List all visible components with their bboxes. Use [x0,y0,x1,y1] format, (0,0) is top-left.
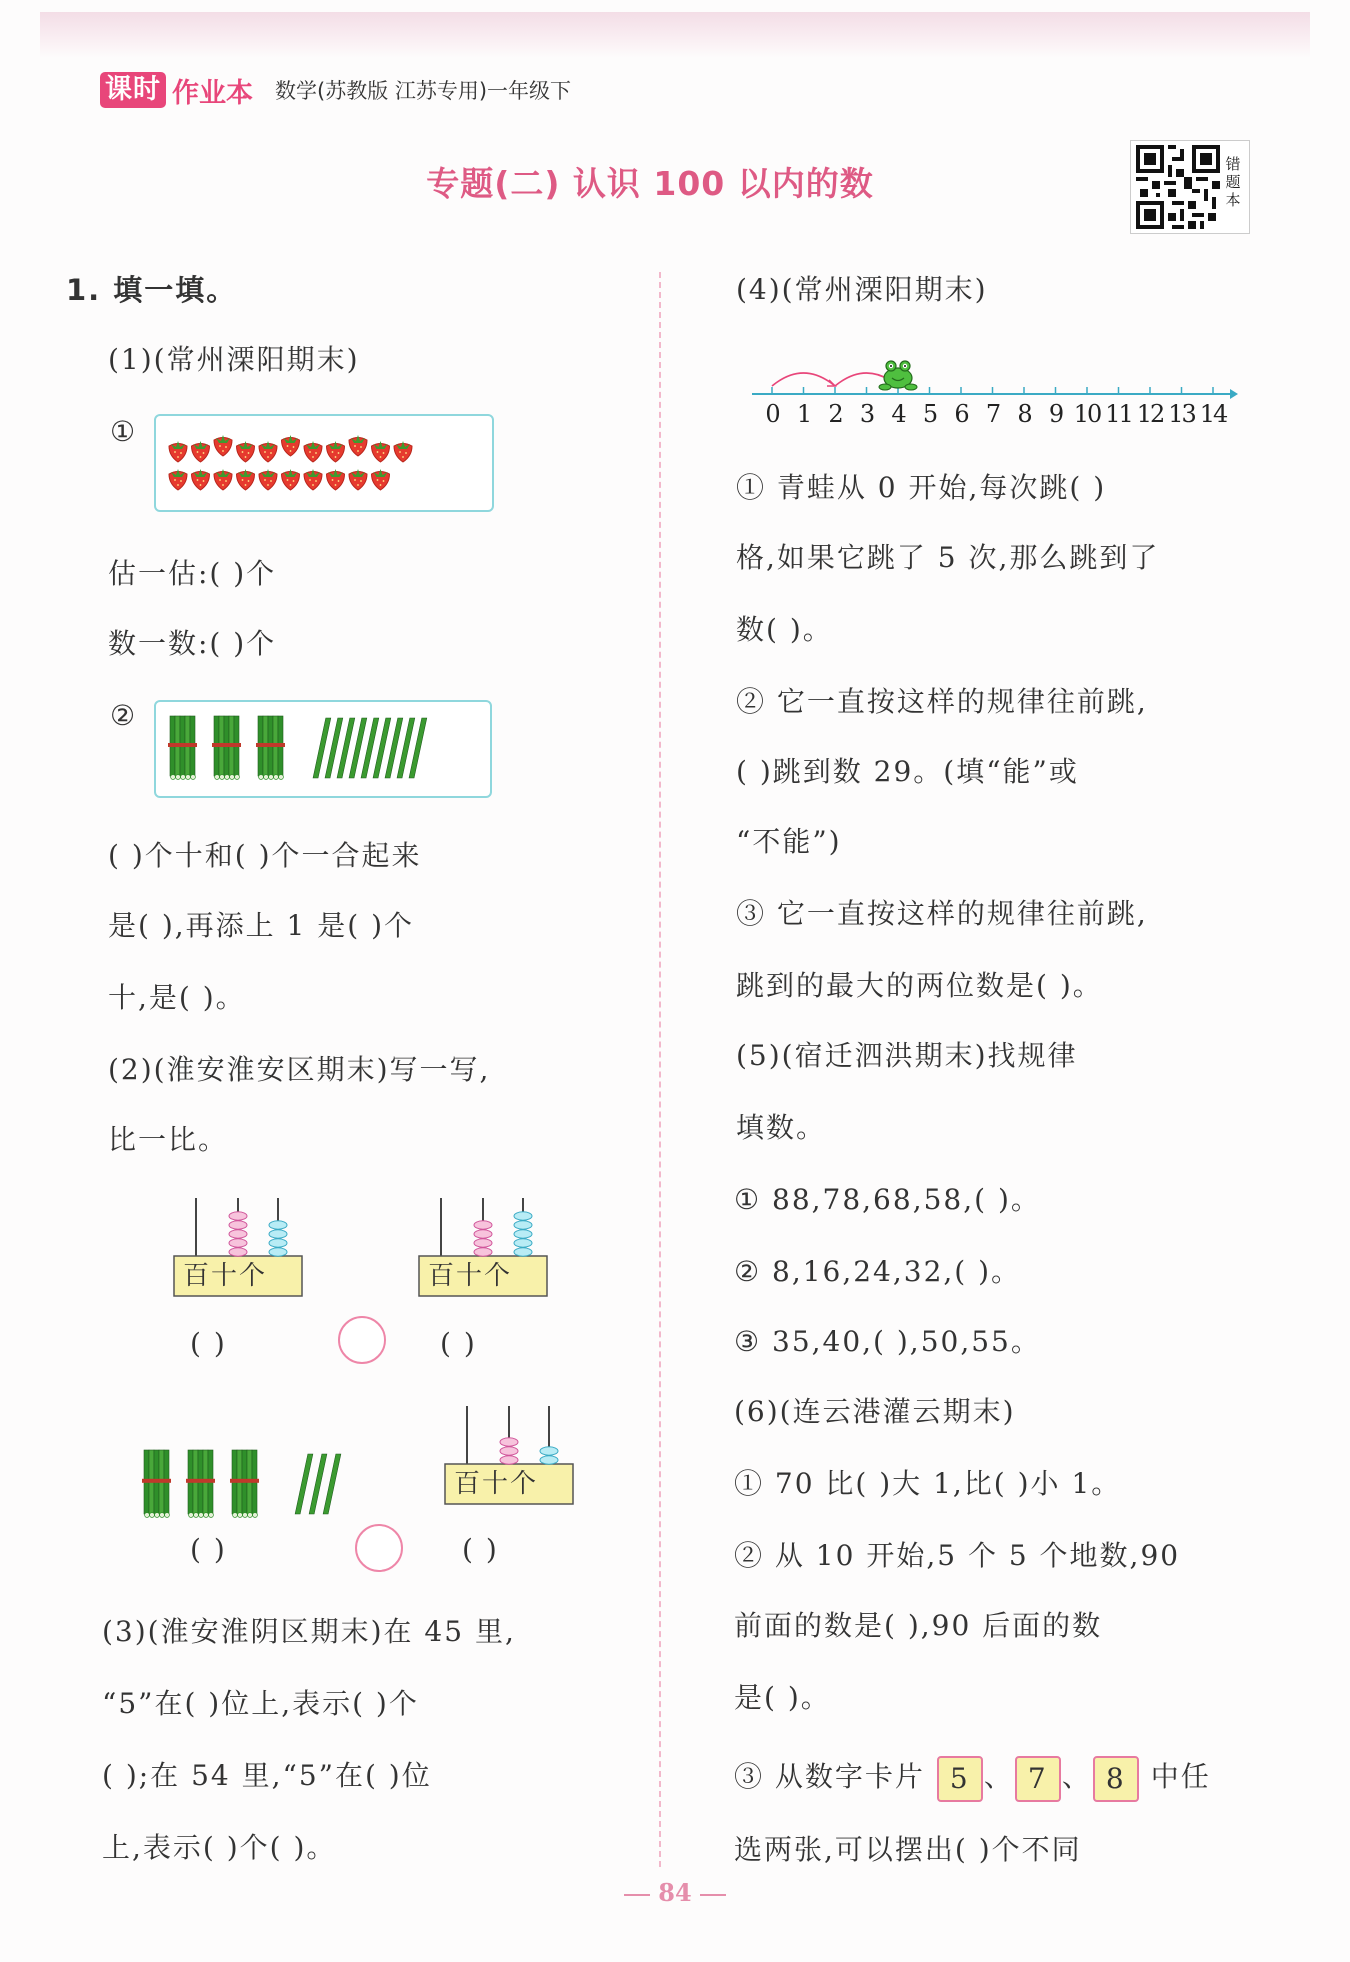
stick-icon [309,1454,327,1514]
strawberry-panel [154,414,494,512]
page-number: 84 [658,1878,692,1907]
p6-line-2: ① 70 比( )大 1,比( )小 1。 [734,1467,1122,1500]
abacus-bead [500,1438,518,1446]
p3-line-4: 上,表示( )个( )。 [102,1831,337,1864]
bundle-of-sticks-icon [256,716,285,779]
circled-marker-1: ① [110,415,138,448]
p1-line-2: 是( ),再添上 1 是( )个 [108,909,415,942]
sticks-c-blank: ( ) [190,1533,227,1566]
abacus-bead [514,1212,532,1220]
strawberry-icon [349,435,367,456]
number-line-label: 3 [859,400,874,428]
strawberry-icon [192,469,210,490]
p2-line-2: 比一比。 [108,1123,229,1156]
strawberry-icon [169,441,187,462]
p5-line-2: 填数。 [736,1111,827,1144]
bundle-of-sticks-icon [168,716,197,779]
strawberry-icon [304,441,322,462]
p3-line-3: ( );在 54 里,“5”在( )位 [102,1759,432,1792]
number-card-8[interactable]: 8 [1093,1756,1139,1802]
abacus-bead [514,1248,532,1256]
compare-circle-1[interactable] [338,1316,386,1364]
jump-arc [772,373,835,386]
abacus-c [443,1404,577,1522]
abacus-bead [540,1456,558,1464]
page-footer [600,1878,750,1907]
p6-line-5: 是( )。 [734,1681,831,1714]
number-card-5[interactable]: 5 [937,1756,983,1802]
bundle-of-sticks-icon [186,1450,215,1517]
card-line-prefix: ③ 从数字卡片 [734,1760,925,1793]
card-separator: 、 [1061,1760,1092,1793]
number-line-label: 12 [1136,400,1164,428]
p3-line-1: (3)(淮安淮阴区期末)在 45 里, [102,1615,516,1648]
p4-line-7: ③ 它一直按这样的规律往前跳, [736,897,1148,930]
p4-line-6: “不能”) [736,825,842,858]
strawberry-icon [237,469,255,490]
count-line: 数一数:( )个 [108,627,277,660]
abacus-a [172,1196,306,1314]
question-heading: 1. 填一填。 [66,273,238,307]
p4-line-4: ② 它一直按这样的规律往前跳, [736,685,1148,718]
p5-line-1: (5)(宿迁泗洪期末)找规律 [736,1039,1078,1072]
number-line-label: 11 [1105,400,1132,428]
abacus-bead [229,1212,247,1220]
p6-last-line: 选两张,可以摆出( )个不同 [734,1833,1082,1866]
number-card-7[interactable]: 7 [1015,1756,1061,1802]
abacus-b-label: 百十个 [428,1261,513,1291]
p6-line-1: (6)(连云港灌云期末) [734,1395,1016,1428]
column-divider [659,272,661,1867]
sub-question-4-source: (4)(常州溧阳期末) [736,273,988,306]
strawberry-icon [282,435,300,456]
abacus-bead [500,1447,518,1455]
strawberry-icon [304,469,322,490]
strawberry-icon [237,441,255,462]
abacus-bead [269,1230,287,1238]
bundle-of-sticks-icon [212,716,241,779]
p5-line-5: ③ 35,40,( ),50,55。 [734,1325,1041,1358]
number-line-label: 2 [828,400,842,428]
abacus-bead [229,1221,247,1229]
p4-line-2: 格,如果它跳了 5 次,那么跳到了 [736,541,1160,574]
abacus-bead [269,1239,287,1247]
abacus-bead [229,1230,247,1238]
abacus-bead [514,1230,532,1238]
abacus-a-blank: ( ) [190,1327,227,1360]
bundle-of-sticks-icon [230,1450,259,1517]
strawberry-icon [327,469,345,490]
number-line-label: 9 [1048,400,1063,428]
p1-line-1: ( )个十和( )个一合起来 [108,839,422,872]
abacus-bead [269,1248,287,1256]
qr-label: 错题本 [1225,155,1241,209]
strawberry-icon [327,441,345,462]
p3-line-2: “5”在( )位上,表示( )个 [102,1687,419,1720]
number-line-label: 13 [1168,400,1195,428]
header-band [40,12,1310,58]
frog-icon [879,361,917,390]
number-line-label: 4 [891,400,905,428]
abacus-bead [269,1221,287,1229]
card-separator: 、 [983,1760,1014,1793]
strawberry-icon [169,469,187,490]
abacus-c-label: 百十个 [454,1469,539,1499]
strawberry-icon [192,441,210,462]
p5-line-4: ② 8,16,24,32,( )。 [734,1255,1022,1288]
number-line-label: 1 [796,400,811,428]
stick-icon [295,1454,313,1514]
book-subtitle: 数学(苏教版 江苏专用)一年级下 [275,79,572,103]
card-line [734,1754,1211,1802]
p2-line-1: (2)(淮安淮安区期末)写一写, [108,1053,491,1086]
circled-marker-2: ② [110,699,138,732]
number-line [748,338,1238,434]
p4-line-1: ① 青蛙从 0 开始,每次跳( ) [736,471,1107,504]
number-line-label: 10 [1073,400,1101,428]
number-line-label: 0 [765,400,779,428]
strawberry-icon [394,441,412,462]
abacus-bead [514,1221,532,1229]
abacus-bead [514,1239,532,1247]
p4-line-5: ( )跳到数 29。(填“能”或 [736,755,1079,788]
strawberry-icon [259,469,277,490]
sub-question-1-source: (1)(常州溧阳期末) [108,343,360,376]
p4-line-8: 跳到的最大的两位数是( )。 [736,969,1103,1002]
number-line-label: 7 [985,400,1000,428]
number-line-label: 14 [1199,400,1227,428]
strawberry-icon [372,469,390,490]
abacus-bead [474,1221,492,1229]
strawberry-icon [214,469,232,490]
abacus-bead [540,1447,558,1455]
abacus-c-blank: ( ) [462,1533,499,1566]
strawberry-icon [349,469,367,490]
strawberry-icon [372,441,390,462]
sticks-group [156,702,490,796]
p6-line-3: ② 从 10 开始,5 个 5 个地数,90 [734,1539,1181,1572]
abacus-bead [229,1248,247,1256]
number-line-label: 6 [954,400,968,428]
sticks-c [140,1444,370,1528]
strawberry-icon [214,435,232,456]
sticks-panel [154,700,492,798]
qr-code[interactable] [1130,140,1250,234]
abacus-bead [474,1248,492,1256]
estimate-line: 估一估:( )个 [108,557,277,590]
page-title: 专题(二) 认识 100 以内的数 [426,164,874,203]
brand-logo: 课时 [100,72,166,108]
brand [100,70,571,110]
p4-line-3: 数( )。 [736,613,833,646]
p6-line-4: 前面的数是( ),90 后面的数 [734,1609,1103,1642]
stick-icon [323,1454,341,1514]
number-line-label: 5 [922,400,937,428]
strawberry-group [156,416,492,510]
abacus-a-label: 百十个 [183,1261,268,1291]
qr-code-icon [1136,145,1220,229]
brand-name: 作业本 [172,77,253,109]
number-line-arrow [1230,389,1238,399]
abacus-b [417,1196,551,1314]
p5-line-3: ① 88,78,68,58,( )。 [734,1183,1041,1216]
abacus-bead [500,1456,518,1464]
strawberry-icon [282,469,300,490]
abacus-b-blank: ( ) [440,1327,477,1360]
p1-line-3: 十,是( )。 [108,981,246,1014]
bundle-of-sticks-icon [142,1450,171,1517]
abacus-bead [229,1239,247,1247]
compare-circle-2[interactable] [355,1524,403,1572]
abacus-bead [474,1230,492,1238]
card-line-suffix: 中任 [1150,1760,1211,1793]
abacus-bead [474,1239,492,1247]
strawberry-icon [259,441,277,462]
number-line-label: 8 [1017,400,1031,428]
